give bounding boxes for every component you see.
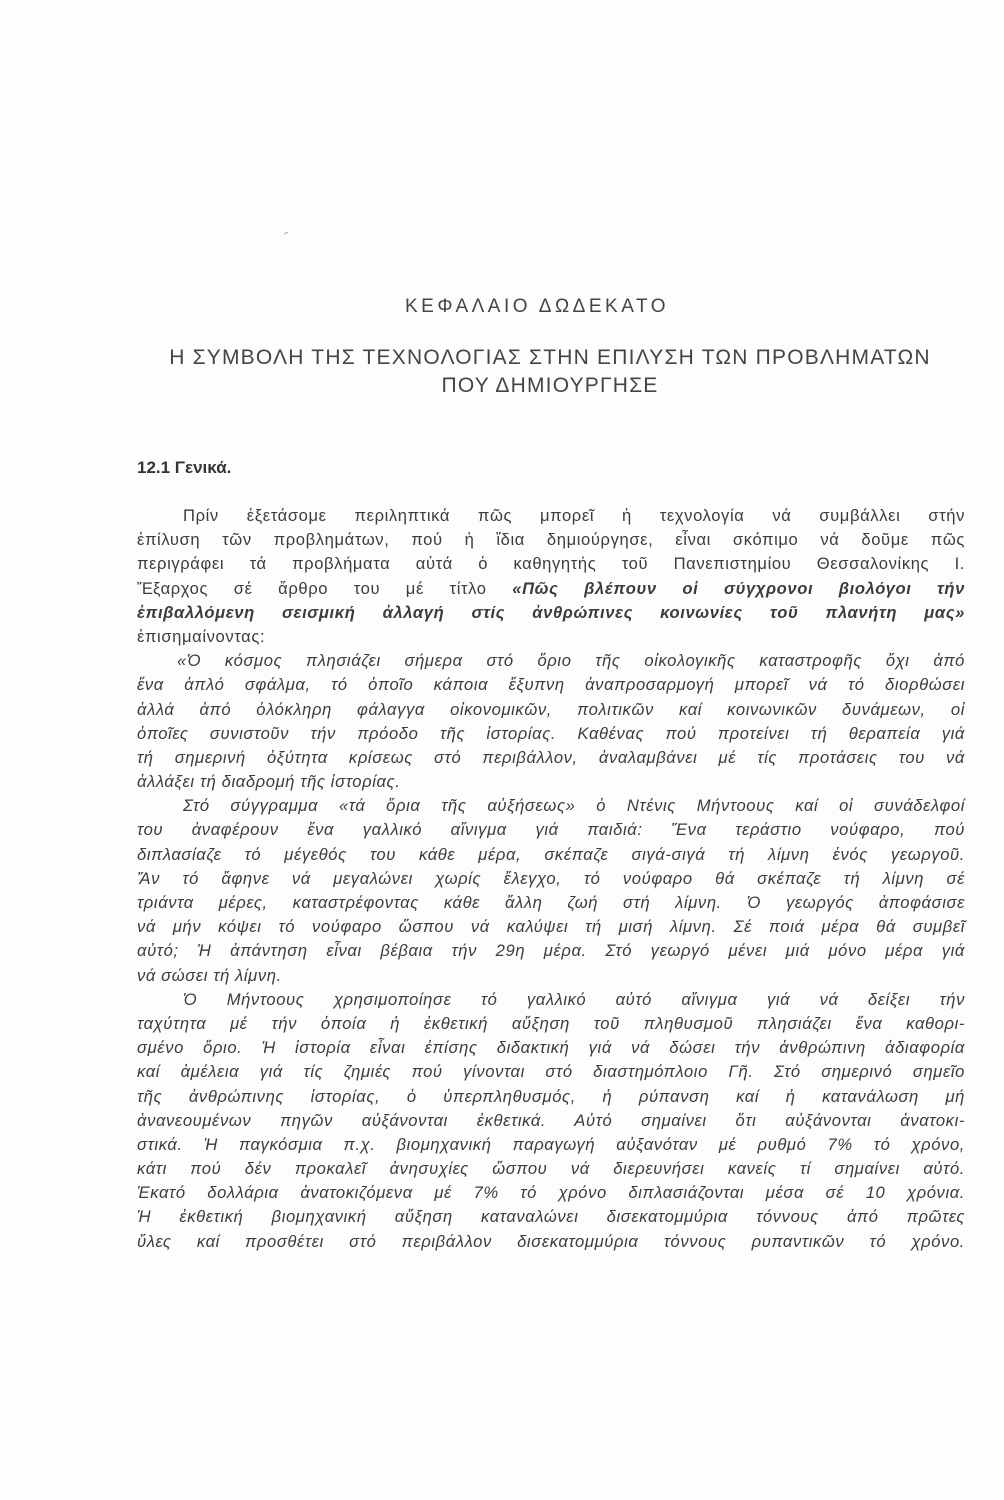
italic-line: αὐτό; Ἡ ἀπάντηση εἶναι βέβαια τήν 29η μέρα. Στό γεωργό μένει μιά μόνο μέρα γιά — [137, 941, 965, 961]
italic-line: Ἑκατό δολλάρια ἀνατοκιζόμενα μέ 7% τό χρόνο διπλασιάζονται μέσα σέ 10 χρόνια. — [137, 1183, 965, 1203]
italic-line: τῆς ἀνθρώπινης ἱστορίας, ὁ ὑπερπληθυσμός, ἡ ρύπανση καί ἡ κατανάλωση μή — [137, 1086, 965, 1106]
chapter-title — [130, 344, 970, 400]
italic-line: διπλασίαζε τό μέγεθός του κάθε μέρα, σκέπαζε σιγά-σιγά τή λίμνη ἑνός γεωργοῦ. — [137, 844, 965, 864]
quote-line: «Ὁ κόσμος πλησιάζει σήμερα στό ὅριο τῆς οἰκολογικῆς καταστροφῆς ὄχι ἀπό — [177, 651, 965, 671]
italic-line: νά σώσει τή λίμνη. — [137, 965, 282, 985]
section-heading: 12.1 Γενικά. — [137, 458, 232, 477]
article-title: «Πῶς βλέπουν οἱ σύγχρονοι βιολόγοι τήν — [512, 578, 965, 598]
chapter-title-line: Η ΣΥΜΒΟΛΗ ΤΗΣ ΤΕΧΝΟΛΟΓΙΑΣ ΣΤΗΝ ΕΠΙΛΥΣΗ ΤΩΝ ΠΡΟΒΛΗΜΑΤΩΝ — [169, 346, 931, 369]
italic-line: ταχύτητα μέ τήν ὁποία ἡ ἐκθετική αὔξηση τοῦ πληθυσμοῦ πλησιάζει ἕνα καθορι- — [137, 1013, 965, 1033]
italic-line: κάτι πού δέν προκαλεῖ ἀνησυχίες ὥσπου νά διερευνήσει κανείς τί σημαίνει αὐτό. — [137, 1159, 965, 1179]
text-line: περιγράφει τά προβλήματα αὐτά ὁ καθηγητής τοῦ Πανεπιστημίου Θεσσαλονίκης Ι. — [137, 554, 965, 574]
body-text — [137, 504, 965, 1254]
italic-line: του ἀναφέρουν ἕνα γαλλικό αἴνιγμα γιά παιδιά: Ἕνα τεράστιο νούφαρο, πού — [137, 820, 965, 840]
chapter-title-line: ΠΟΥ ΔΗΜΙΟΥΡΓΗΣΕ — [441, 374, 659, 397]
text-line: ἐπισημαίνοντας: — [137, 626, 266, 646]
quote-line: τή σημερινή ὀξύτητα κρίσεως στό περιβάλλον, ἀναλαμβάνει μέ τίς προτάσεις του νά — [137, 747, 965, 767]
chapter-label: ΚΕΦΑΛΑΙΟ ΔΩΔΕΚΑΤΟ — [404, 296, 670, 317]
italic-line: Ἡ ἐκθετική βιομηχανική αὔξηση καταναλώνει δισεκατομμύρια τόννους ἀπό πρῶτες — [137, 1207, 965, 1227]
italic-line: νά μήν κόψει τό νούφαρο ὥσπου νά καλύψει τή μισή λίμνη. Σέ ποιά μέρα θά συμβεῖ — [137, 917, 965, 937]
stray-mark: ᐟ — [280, 227, 291, 243]
italic-line: καί ἀμέλεια γιά τίς ζημιές πού γίνονται στό διαστημόπλοιο Γῆ. Στό σημερινό σημεῖο — [137, 1062, 965, 1082]
italic-line: ὕλες καί προσθέτει στό περιβάλλον δισεκατομμύρια τόννους ρυπαντικῶν τό χρόνο. — [137, 1231, 965, 1251]
italic-line: Στό σύγγραμμα «τά ὅρια τῆς αὐξήσεως» ὁ Ντένις Μήντοους καί οἱ συνάδελφοί — [183, 796, 965, 816]
italic-line: Ὁ Μήντοους χρησιμοποίησε τό γαλλικό αὐτό αἴνιγμα γιά νά δείξει τήν — [183, 989, 965, 1009]
quote-line: ὁποῖες συνιστοῦν τήν πρόοδο τῆς ἱστορίας. Καθένας πού προτείνει τή θεραπεία γιά — [137, 723, 965, 743]
text-run: Ἔξαρχος σέ ἄρθρο του μέ τίτλο — [137, 578, 513, 598]
text-line — [137, 577, 965, 601]
italic-line: στικά. Ἡ παγκόσμια π.χ. βιομηχανική παραγωγή αὐξανόταν μέ ρυθμό 7% τό χρόνο, — [137, 1134, 965, 1154]
quote-line: ἀλλά ἀπό ὁλόκληρη φάλαγγα οἰκονομικῶν, πολιτικῶν καί κοινωνικῶν δυνάμεων, οἱ — [137, 699, 965, 719]
quote-line: ἕνα ἁπλό σφάλμα, τό ὁποῖο κάποια ἔξυπνη ἀναπροσαρμογή μπορεῖ νά τό διορθώσει — [137, 675, 965, 695]
italic-line: Ἄν τό ἄφηνε νά μεγαλώνει χωρίς ἔλεγχο, τό νούφαρο θά σκέπαζε τή λίμνη σέ — [137, 868, 965, 888]
text-line: Πρίν ἐξετάσομε περιληπτικά πῶς μπορεῖ ἡ τεχνολογία νά συμβάλλει στήν — [183, 506, 965, 525]
italic-line: ἀνανεουμένων πηγῶν αὐξάνονται ἐκθετικά. Αὐτό σημαίνει ὅτι αὐξάνονται ἀνατοκι- — [137, 1110, 965, 1130]
italic-line: σμένο ὅριο. Ἡ ἱστορία εἶναι ἐπίσης διδακτική γιά νά δώσει τήν ἀνθρώπινη ἀδιαφορία — [137, 1038, 965, 1058]
italic-line: τριάντα μέρες, καταστρέφοντας κάθε ἄλλη ζωή στή λίμνη. Ὁ γεωργός ἀποφάσισε — [137, 893, 965, 912]
text-line: ἐπίλυση τῶν προβλημάτων, πού ἡ ἴδια δημιούργησε, εἶναι σκόπιμο νά δοῦμε πῶς — [137, 530, 965, 550]
article-title: ἐπιβαλλόμενη σεισμική ἀλλαγή στίς ἀνθρώπινες κοινωνίες τοῦ πλανήτη μας» — [137, 602, 965, 622]
quote-line: ἀλλάξει τή διαδρομή τῆς ἱστορίας. — [137, 772, 401, 792]
